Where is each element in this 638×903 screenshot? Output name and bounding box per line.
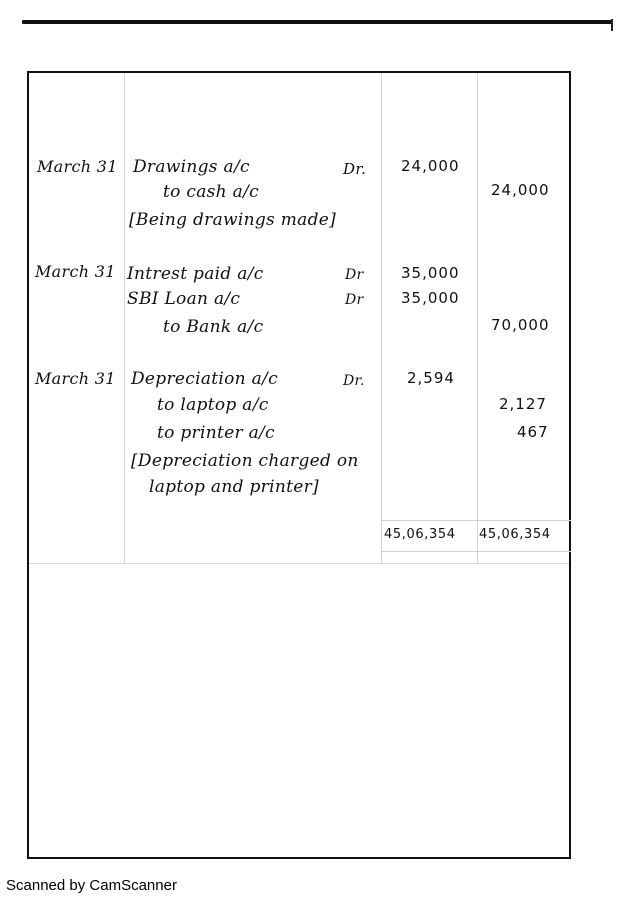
entry-1-dr-mark: Dr.	[343, 160, 367, 178]
entry-3-date: March 31	[35, 369, 116, 388]
table-bottom-rule	[29, 563, 569, 564]
entry-3-debit: 2,594	[407, 369, 455, 387]
entry-3-line-3: to printer a/c	[157, 423, 275, 443]
debit-column-divider	[381, 73, 382, 563]
credit-column-divider	[477, 73, 478, 563]
scanner-watermark: Scanned by CamScanner	[6, 877, 177, 894]
entry-1-line-3: [Being drawings made]	[129, 210, 337, 230]
entry-1-credit: 24,000	[491, 181, 550, 199]
entry-2-dr-mark-1: Dr	[345, 267, 364, 283]
total-credit: 45,06,354	[479, 527, 551, 542]
entry-1-line-1: Drawings a/c	[133, 157, 250, 177]
entry-2-debit-1: 35,000	[401, 264, 460, 282]
entry-1-debit: 24,000	[401, 157, 460, 175]
entry-2-dr-mark-2: Dr	[345, 292, 364, 308]
entry-1-line-2: to cash a/c	[163, 182, 259, 202]
entry-2-line-1: Intrest paid a/c	[127, 264, 264, 284]
top-border-tick	[611, 19, 613, 31]
entry-3-line-4: [Depreciation charged on	[131, 451, 359, 471]
entry-2-debit-2: 35,000	[401, 289, 460, 307]
entry-3-line-1: Depreciation a/c	[131, 369, 278, 389]
total-debit: 45,06,354	[384, 527, 456, 542]
top-border-rule	[22, 20, 612, 24]
entry-3-credit-1: 2,127	[499, 395, 547, 413]
entry-2-line-2: SBI Loan a/c	[127, 289, 241, 309]
entry-3-dr-mark: Dr.	[343, 373, 365, 389]
entry-3-line-5: laptop and printer]	[149, 477, 319, 497]
journal-page	[27, 71, 571, 859]
entry-2-line-3: to Bank a/c	[163, 317, 264, 337]
entry-3-credit-2: 467	[517, 423, 549, 441]
entry-2-credit: 70,000	[491, 316, 550, 334]
date-column-divider	[124, 73, 125, 563]
entry-2-date: March 31	[35, 262, 116, 281]
entry-3-line-2: to laptop a/c	[157, 395, 269, 415]
entry-1-date: March 31	[37, 157, 118, 176]
